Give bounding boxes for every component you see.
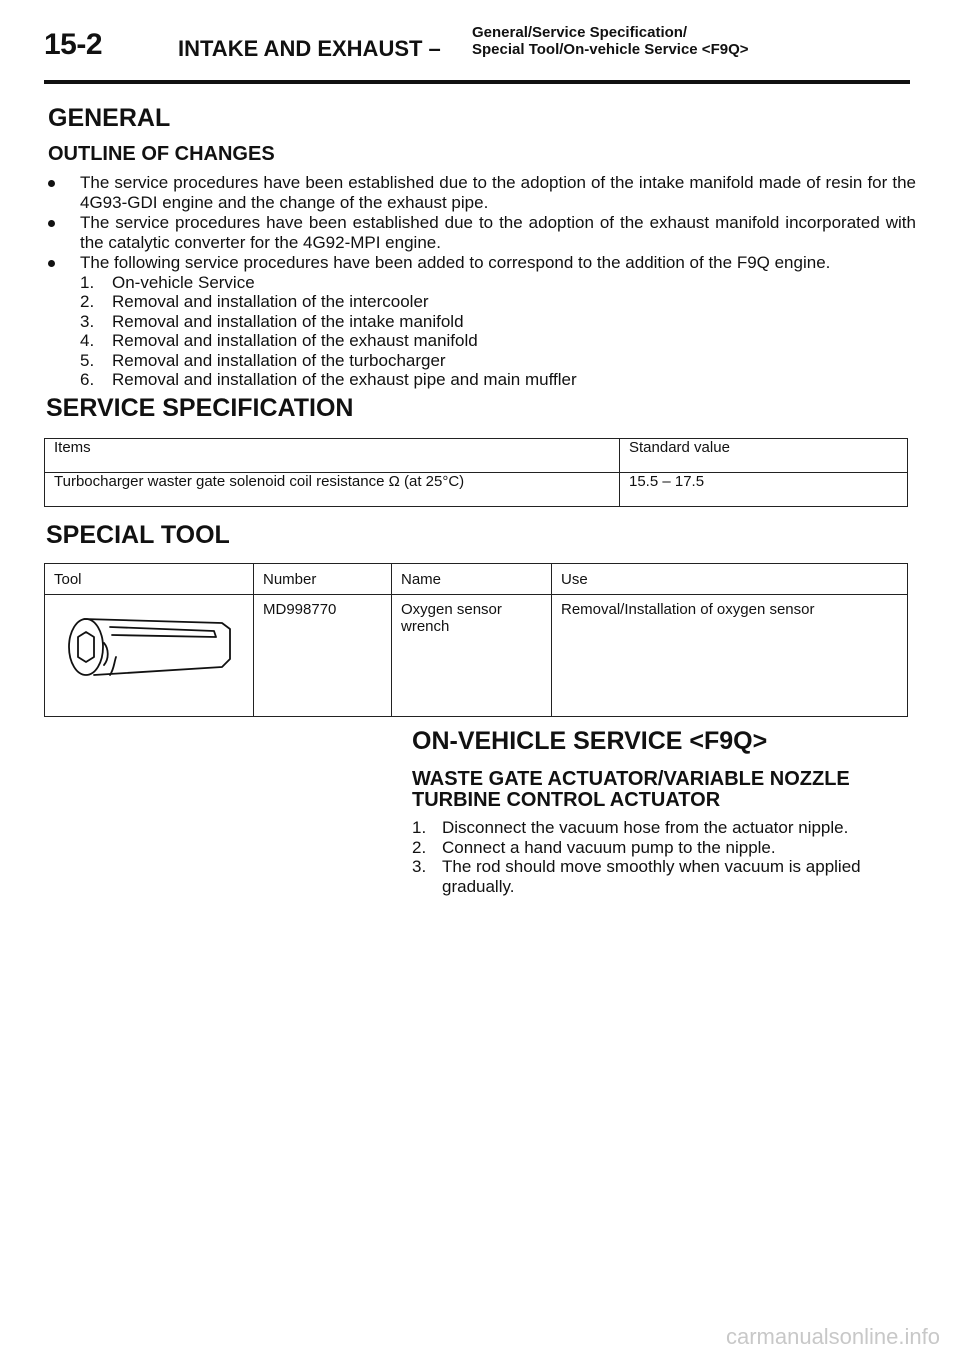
bullet-icon <box>48 220 55 227</box>
special-tool-heading: SPECIAL TOOL <box>46 521 230 549</box>
page-number: 15-2 <box>44 28 103 61</box>
list-item <box>80 273 577 292</box>
table-cell: Turbocharger waster gate solenoid coil resistance Ω (at 25°C) <box>45 473 620 507</box>
step-number: 2. <box>412 837 427 857</box>
step-text: The rod should move smoothly when vacuum is applied gradually. <box>442 857 861 896</box>
list-text: Removal and installation of the turbocharger <box>112 350 446 370</box>
list-item <box>80 312 577 331</box>
list-item <box>80 292 577 311</box>
bullet-icon <box>48 180 55 187</box>
list-item <box>80 370 577 389</box>
service-spec-table <box>44 438 908 507</box>
header-subtitle-line2: Special Tool/On-vehicle Service <F9Q> <box>472 41 749 58</box>
list-text: Removal and installation of the intake manifold <box>112 311 464 331</box>
list-number: 2. <box>80 292 95 312</box>
bullet-text: The service procedures have been established due to the adoption of the intake manifold made of resin for the 4G93-GDI engine and the change of the exhaust pipe. <box>80 173 916 212</box>
list-number: 3. <box>80 311 95 331</box>
table-cell <box>45 595 254 717</box>
service-spec-heading: SERVICE SPECIFICATION <box>46 394 354 422</box>
table-header-row <box>45 439 908 473</box>
header-subtitle <box>472 24 749 58</box>
table-header-cell: Use <box>552 564 908 595</box>
special-tool-table <box>44 563 908 717</box>
table-header-cell: Name <box>392 564 552 595</box>
list-item <box>80 331 577 350</box>
tool-name: Oxygen sensor wrench <box>401 601 502 635</box>
header-rule <box>44 80 910 84</box>
table-row <box>45 473 908 507</box>
step-text: Disconnect the vacuum hose from the actuator nipple. <box>442 818 849 837</box>
table-header-cell: Number <box>254 564 392 595</box>
table-row <box>45 595 908 717</box>
on-vehicle-heading: ON-VEHICLE SERVICE <F9Q> <box>412 727 768 755</box>
general-heading: GENERAL <box>48 104 171 132</box>
bullet-item <box>48 173 916 213</box>
watermark: carmanualsonline.info <box>725 1324 940 1349</box>
table-header-cell: Items <box>45 439 620 473</box>
list-item <box>412 838 912 858</box>
list-text: Removal and installation of the exhaust manifold <box>112 331 478 351</box>
list-number: 6. <box>80 369 95 389</box>
list-text: On-vehicle Service <box>112 273 255 292</box>
bullet-item <box>48 213 916 253</box>
list-number: 5. <box>80 350 95 370</box>
step-number: 3. <box>412 857 427 876</box>
oxygen-sensor-wrench-icon <box>54 601 234 681</box>
step-number: 1. <box>412 818 427 837</box>
outline-bullet-list <box>48 173 916 273</box>
list-number: 4. <box>80 331 95 351</box>
table-cell: 15.5 – 17.5 <box>620 473 908 507</box>
list-item <box>80 351 577 370</box>
list-text: Removal and installation of the exhaust pipe and main muffler <box>112 369 577 389</box>
bullet-icon <box>48 260 55 267</box>
table-cell <box>392 595 552 717</box>
step-text: Connect a hand vacuum pump to the nipple. <box>442 837 776 857</box>
table-header-row <box>45 564 908 595</box>
bullet-text: The service procedures have been established due to the adoption of the exhaust manifold incorporated with the catalytic converter for the 4G92-MPI engine. <box>80 213 916 252</box>
list-item <box>412 818 912 838</box>
actuator-heading: WASTE GATE ACTUATOR/VARIABLE NOZZLE TURBINE CONTROL ACTUATOR <box>412 768 850 811</box>
table-cell: MD998770 <box>254 595 392 717</box>
table-header-cell: Tool <box>45 564 254 595</box>
bullet-text: The following service procedures have been added to correspond to the addition of the F9Q engine. <box>80 253 831 272</box>
list-item <box>412 857 912 896</box>
section-title: INTAKE AND EXHAUST – <box>178 36 441 61</box>
table-header-cell: Standard value <box>620 439 908 473</box>
bullet-item <box>48 253 916 273</box>
list-text: Removal and installation of the intercooler <box>112 292 429 312</box>
header-subtitle-line1: General/Service Specification/ <box>472 24 688 41</box>
outline-heading: OUTLINE OF CHANGES <box>48 143 275 165</box>
procedure-steps <box>412 818 912 896</box>
table-cell: Removal/Installation of oxygen sensor <box>552 595 908 717</box>
list-number: 1. <box>80 273 95 292</box>
service-list <box>80 273 577 389</box>
